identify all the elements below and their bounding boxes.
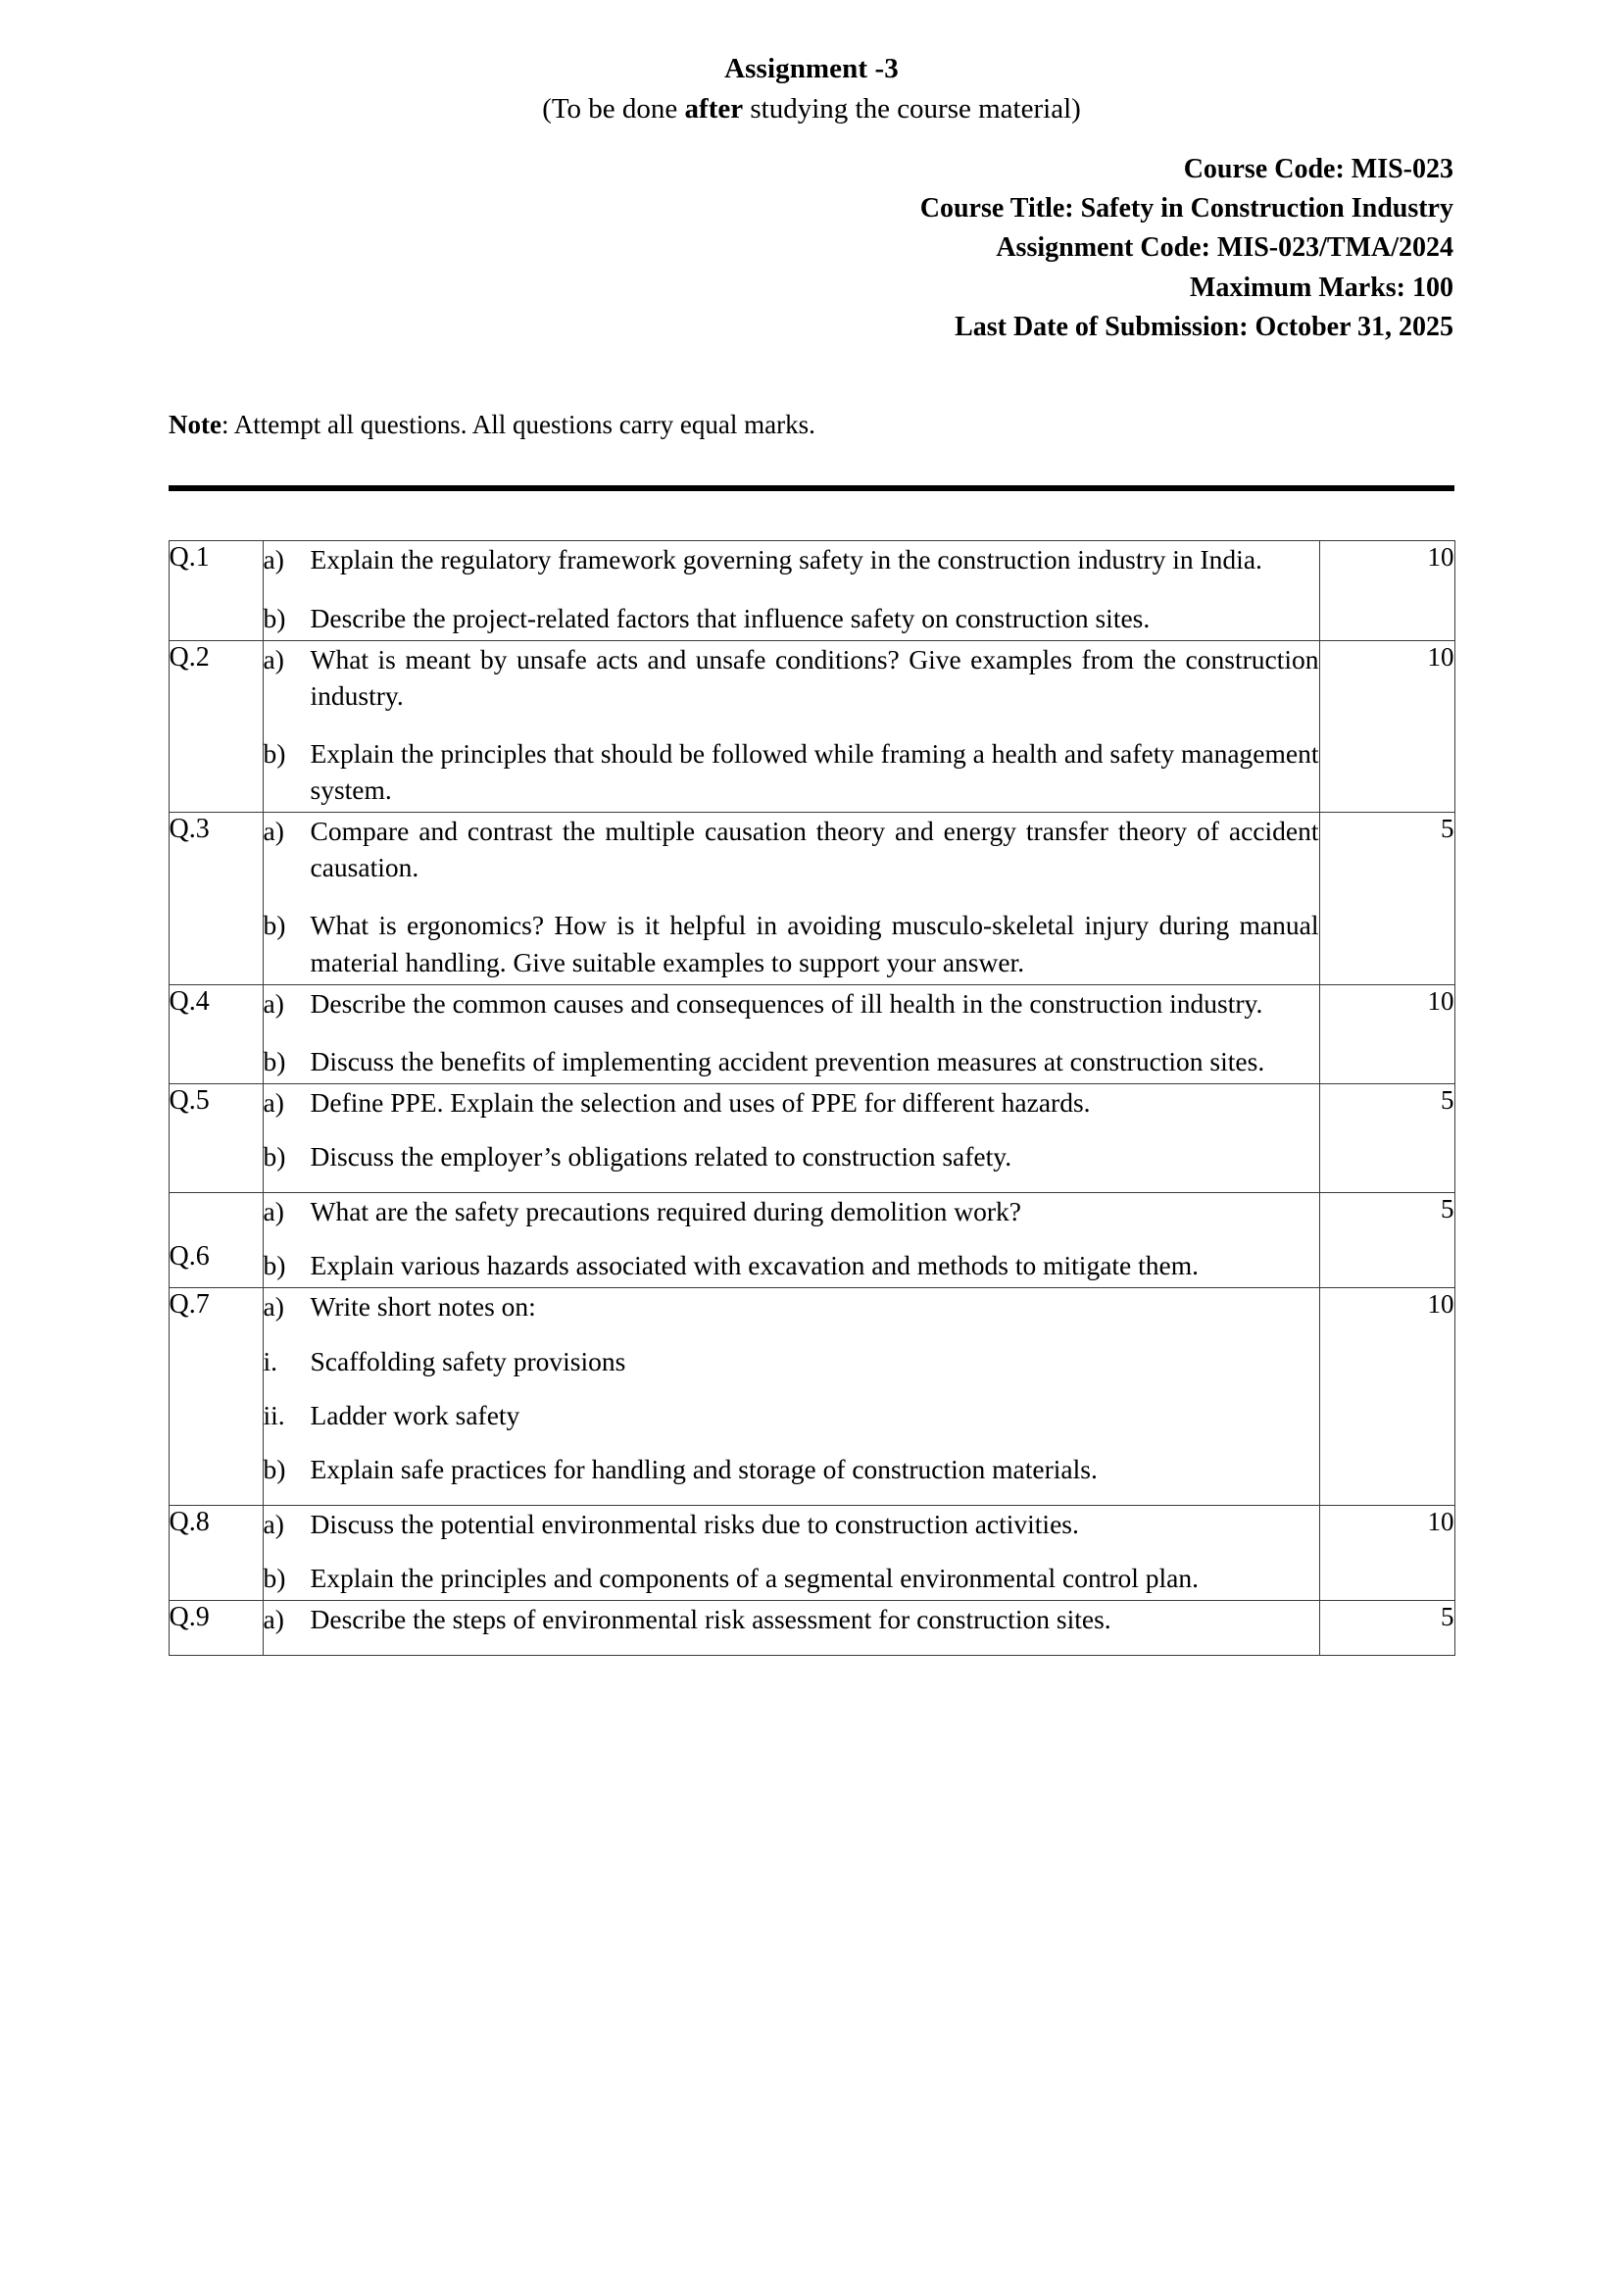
item-marker: i. xyxy=(263,1345,278,1376)
question-item xyxy=(264,907,1319,979)
assignment-code: Assignment Code: MIS-023/TMA/2024 xyxy=(996,232,1453,264)
document-header xyxy=(0,0,1623,491)
item-marker: a) xyxy=(263,1196,284,1227)
table-row xyxy=(169,1193,1454,1288)
question-body xyxy=(263,1083,1319,1192)
last-date-of-submission: Last Date of Submission: October 31, 2025 xyxy=(955,312,1453,343)
item-marker: b) xyxy=(263,910,286,941)
note-text: : Attempt all questions. All questions carry equal marks. xyxy=(221,410,815,440)
header-divider-rule xyxy=(169,485,1454,491)
item-text: Discuss the employer’s obligations related to construction safety. xyxy=(310,1141,1012,1173)
item-text: Explain the principles and components of a segmental environmental control plan. xyxy=(310,1563,1199,1594)
questions-table-body xyxy=(169,541,1454,1656)
item-text: What is ergonomics? How is it helpful in avoiding musculo-skeletal injury during manual material handling. Give suitable examples to support your answer. xyxy=(310,910,1319,977)
question-body xyxy=(263,1288,1319,1506)
question-marks: 5 xyxy=(1319,813,1454,985)
item-text: Explain the regulatory framework governing safety in the construction industry in India. xyxy=(310,544,1262,575)
table-row xyxy=(169,1601,1454,1656)
item-text: Discuss the benefits of implementing accident prevention measures at construction sites. xyxy=(310,1045,1265,1076)
question-item xyxy=(264,541,1319,577)
question-number: Q.6 xyxy=(169,1193,263,1288)
question-item xyxy=(264,1138,1319,1174)
question-item xyxy=(264,1397,1319,1433)
table-row xyxy=(169,1288,1454,1506)
question-body xyxy=(263,984,1319,1083)
question-number: Q.7 xyxy=(169,1288,263,1506)
question-number: Q.2 xyxy=(169,640,263,813)
question-number: Q.1 xyxy=(169,541,263,640)
item-marker: b) xyxy=(263,1045,286,1076)
question-number: Q.3 xyxy=(169,813,263,985)
question-item xyxy=(264,1193,1319,1229)
question-item xyxy=(264,1288,1319,1324)
item-text: Ladder work safety xyxy=(310,1399,520,1430)
item-marker: b) xyxy=(263,1250,286,1281)
question-marks: 10 xyxy=(1319,984,1454,1083)
item-text: Explain the principles that should be followed while framing a health and safety management system. xyxy=(310,737,1319,806)
question-marks: 5 xyxy=(1319,1083,1454,1192)
item-marker: a) xyxy=(263,1508,284,1539)
question-item xyxy=(264,1451,1319,1487)
subtitle-part-2: studying the course material) xyxy=(743,93,1081,125)
question-number: Q.9 xyxy=(169,1601,263,1656)
item-marker: b) xyxy=(263,737,286,769)
question-item xyxy=(264,1506,1319,1542)
question-item xyxy=(264,1247,1319,1283)
item-text: Describe the steps of environmental risk assessment for construction sites. xyxy=(310,1604,1111,1635)
item-text: Discuss the potential environmental risks due to construction activities. xyxy=(310,1508,1079,1539)
question-body xyxy=(263,1505,1319,1600)
table-row xyxy=(169,984,1454,1083)
course-meta-block xyxy=(0,150,1623,348)
item-text: Describe the project-related factors that influence safety on construction sites. xyxy=(310,602,1151,633)
note-label: Note xyxy=(169,410,221,440)
item-marker: b) xyxy=(263,1141,286,1173)
item-marker: a) xyxy=(263,643,284,674)
question-item xyxy=(264,735,1319,808)
question-marks: 10 xyxy=(1319,640,1454,813)
item-marker: b) xyxy=(263,1563,286,1594)
question-item xyxy=(264,813,1319,885)
assignment-subtitle xyxy=(0,91,1623,128)
item-marker: a) xyxy=(263,544,284,575)
item-text: Explain various hazards associated with excavation and methods to mitigate them. xyxy=(310,1250,1199,1281)
item-text: Explain safe practices for handling and storage of construction materials. xyxy=(310,1453,1098,1484)
item-text: Define PPE. Explain the selection and uses of PPE for different hazards. xyxy=(310,1086,1091,1118)
maximum-marks: Maximum Marks: 100 xyxy=(1189,272,1453,303)
item-text: Compare and contrast the multiple causation theory and energy transfer theory of accident causation. xyxy=(310,816,1319,883)
item-marker: a) xyxy=(263,987,284,1019)
table-row xyxy=(169,541,1454,640)
table-row xyxy=(169,813,1454,985)
question-number: Q.5 xyxy=(169,1083,263,1192)
question-body xyxy=(263,1601,1319,1656)
question-body xyxy=(263,541,1319,640)
question-marks: 10 xyxy=(1319,541,1454,640)
question-marks: 5 xyxy=(1319,1193,1454,1288)
question-item xyxy=(264,1343,1319,1379)
subtitle-part-1: (To be done xyxy=(542,93,685,125)
subtitle-emphasis: after xyxy=(684,93,744,125)
item-text: Scaffolding safety provisions xyxy=(310,1345,626,1376)
assignment-title: Assignment -3 xyxy=(724,53,899,84)
question-number: Q.8 xyxy=(169,1505,263,1600)
question-marks: 10 xyxy=(1319,1505,1454,1600)
question-item xyxy=(264,1601,1319,1637)
course-title: Course Title: Safety in Construction Industry xyxy=(919,193,1453,225)
item-marker: ii. xyxy=(263,1399,285,1430)
item-text: What is meant by unsafe acts and unsafe conditions? Give examples from the construction industry. xyxy=(310,643,1319,711)
item-marker: a) xyxy=(263,1291,284,1323)
item-text: Describe the common causes and consequences of ill health in the construction industry. xyxy=(310,987,1263,1019)
item-text: Write short notes on: xyxy=(310,1291,536,1323)
question-marks: 5 xyxy=(1319,1601,1454,1656)
item-text: What are the safety precautions required during demolition work? xyxy=(310,1196,1021,1227)
item-marker: b) xyxy=(263,1453,286,1484)
item-marker: b) xyxy=(263,602,286,633)
table-row xyxy=(169,1083,1454,1192)
item-marker: a) xyxy=(263,1086,284,1118)
table-row xyxy=(169,640,1454,813)
question-item xyxy=(264,1560,1319,1596)
question-number: Q.4 xyxy=(169,984,263,1083)
item-marker: a) xyxy=(263,1604,284,1635)
question-marks: 10 xyxy=(1319,1288,1454,1506)
question-body xyxy=(263,640,1319,813)
item-marker: a) xyxy=(263,816,284,847)
questions-table xyxy=(169,540,1455,1656)
note-line xyxy=(0,408,1623,442)
course-code: Course Code: MIS-023 xyxy=(1183,153,1453,184)
table-row xyxy=(169,1505,1454,1600)
question-item xyxy=(264,985,1319,1022)
question-item xyxy=(264,641,1319,714)
question-item xyxy=(264,600,1319,636)
question-item xyxy=(264,1084,1319,1121)
question-body xyxy=(263,813,1319,985)
question-body xyxy=(263,1193,1319,1288)
question-item xyxy=(264,1043,1319,1079)
